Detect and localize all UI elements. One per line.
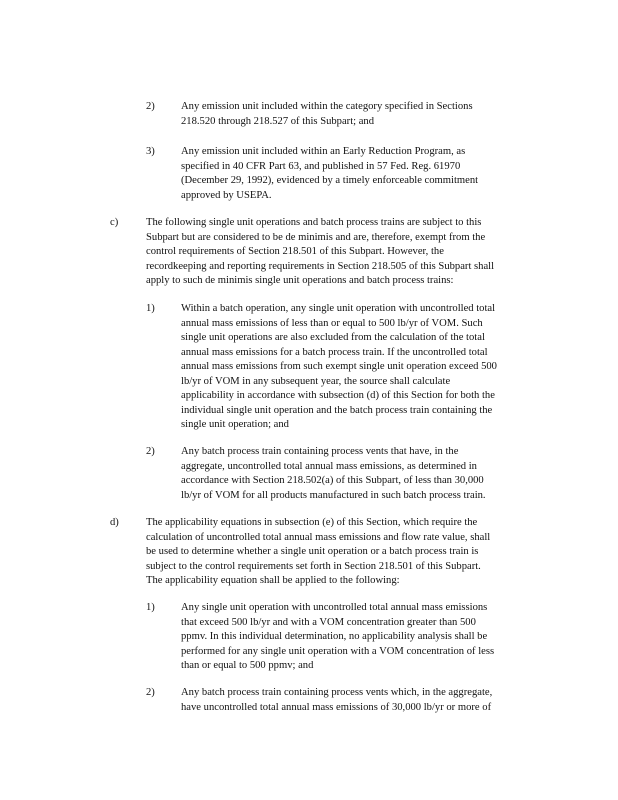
item-number: 2): [146, 446, 155, 457]
text-line: individual single unit operation and the batch process train containing the: [181, 404, 493, 416]
text-line: aggregate, uncontrolled total annual mass emissions, as determined in: [181, 460, 477, 472]
text-line: approved by USEPA.: [181, 189, 272, 201]
item-number: 2): [146, 687, 155, 698]
text-line: that exceed 500 lb/yr and with a VOM concentration greater than 500: [181, 616, 476, 628]
text-line: The applicability equation shall be applied to the following:: [146, 575, 400, 586]
text-line: The following single unit operations and batch process trains are subject to this: [146, 217, 482, 228]
text-line: (December 29, 1992), evidenced by a timely enforceable commitment: [181, 175, 479, 186]
item-text: [181, 302, 537, 433]
item-text: [181, 686, 537, 715]
subsection-text: [146, 516, 538, 589]
item-text: [181, 601, 537, 674]
text-line: specified in 40 CFR Part 63, and published in 57 Fed. Reg. 61970: [181, 160, 461, 172]
text-line: annual mass emissions of less than or equal to 500 lb/yr of VOM. Such: [181, 317, 483, 329]
item-number: 1): [146, 303, 155, 314]
text-line: annual mass emissions for a batch process train. If the uncontrolled total: [181, 346, 488, 358]
text-line: recordkeeping and reporting requirements in Section 218.505 of this Subpart shall: [146, 260, 495, 272]
text-line: accordance with Section 218.502(a) of this Subpart, of less than 30,000: [181, 475, 484, 486]
text-line: subject to the control requirements set forth in Section 218.501 of this Subpart.: [146, 560, 481, 572]
text-line: ppmv. In this individual determination, no applicability analysis shall be: [181, 631, 488, 642]
item-text: [181, 145, 537, 203]
subsection-text: [146, 216, 538, 289]
text-line: Any batch process train containing process vents which, in the aggregate,: [181, 687, 493, 698]
text-line: calculation of uncontrolled total annual mass emissions and flow rate value, shall: [146, 531, 491, 543]
item-number: 2): [146, 101, 155, 112]
text-line: 218.520 through 218.527 of this Subpart; and: [181, 115, 375, 127]
text-line: Any emission unit included within an Early Reduction Program, as: [181, 146, 466, 157]
text-line: annual mass emissions from such exempt single unit operation exceed 500: [181, 361, 497, 372]
subsection-letter: c): [110, 217, 119, 228]
text-line: have uncontrolled total annual mass emissions of 30,000 lb/yr or more of: [181, 701, 492, 713]
text-line: Within a batch operation, any single unit operation with uncontrolled total: [181, 303, 496, 314]
text-line: Any single unit operation with uncontrolled total annual mass emissions: [181, 602, 488, 613]
text-line: Subpart but are considered to be de minimis and are, therefore, exempt from the: [146, 231, 486, 243]
text-line: single unit operation; and: [181, 419, 289, 430]
subsection-letter: d): [110, 517, 119, 528]
text-line: apply to such de minimis single unit operations and batch process trains:: [146, 275, 454, 286]
item-text: [181, 445, 537, 503]
text-line: applicability in accordance with subsection (d) of this Section for both the: [181, 390, 495, 401]
text-line: Any batch process train containing process vents that have, in the: [181, 446, 459, 457]
item-number: 3): [146, 146, 155, 157]
text-line: The applicability equations in subsection (e) of this Section, which require the: [146, 517, 478, 528]
item-text: [181, 100, 537, 129]
text-line: be used to determine whether a single unit operation or a batch process train is: [146, 546, 479, 557]
text-line: than or equal to 500 ppmv; and: [181, 660, 314, 671]
text-line: Any emission unit included within the category specified in Sections: [181, 101, 473, 112]
text-line: lb/yr of VOM in any subsequent year, the source shall calculate: [181, 375, 451, 387]
text-line: lb/yr of VOM for all products manufactured in such batch process train.: [181, 489, 486, 501]
text-line: control requirements of Section 218.501 of this Subpart. However, the: [146, 246, 444, 257]
text-line: performed for any single unit operation with a VOM concentration of less: [181, 645, 495, 657]
item-number: 1): [146, 602, 155, 613]
text-line: single unit operations are also excluded from the calculation of the total: [181, 332, 485, 343]
